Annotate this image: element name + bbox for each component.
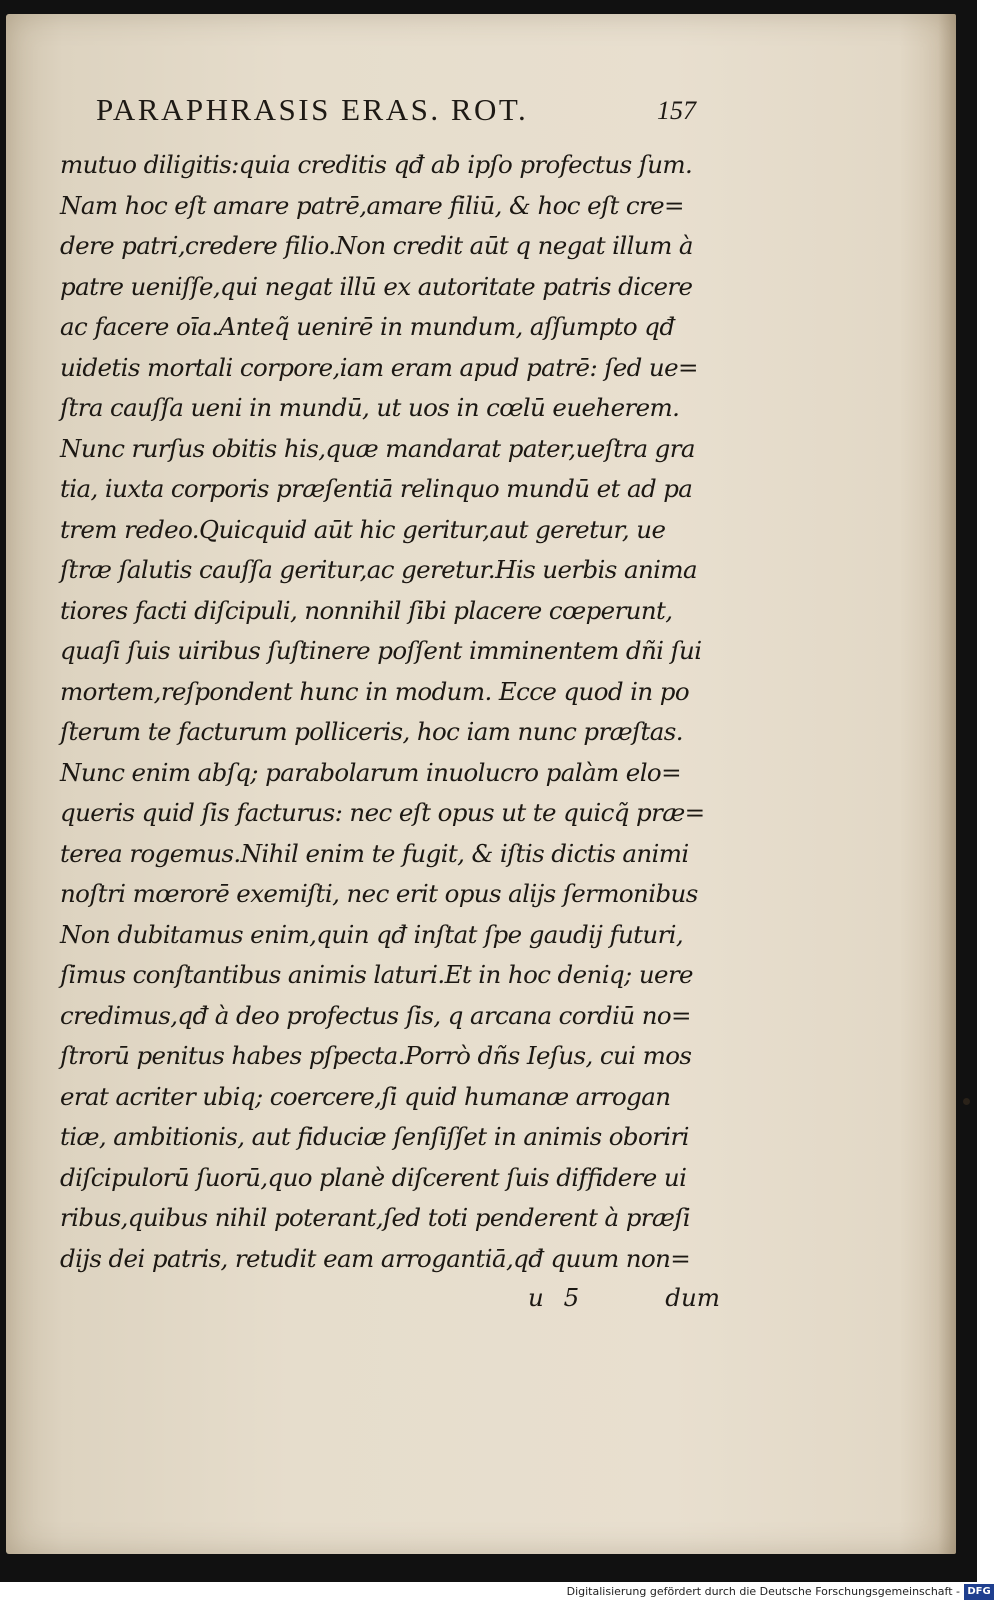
dfg-logo: DFG [964, 1584, 994, 1600]
text-line: tiores facti diſcipuli, nonnihil ſibi placere cœperunt, [60, 595, 673, 625]
text-line: tia, iuxta corporis præſentiā relinquo mundū et ad pa [60, 474, 693, 503]
text-line: quaſi ſuis uiribus ſuſtinere poſſent imminentem dñi ſui [60, 636, 702, 665]
catchword: dum [665, 1283, 720, 1312]
text-line: Nam hoc eſt amare patrē,amare filiū, & hoc eſt cre= [60, 190, 684, 220]
text-line: mutuo diligitis:quia creditis qđ ab ipſo profectus ſum. [60, 150, 693, 179]
text-line: dijs dei patris, retudit eam arrogantiā,qđ quum non= [60, 1243, 691, 1273]
text-line: Nunc enim abſq; parabolarum inuolucro palàm elo= [60, 757, 682, 787]
text-line: ribus,quibus nihil poterant,ſed toti penderent à præſi [60, 1203, 691, 1232]
text-line: queris quid ſis facturus: nec eſt opus ut te quicq̃ præ= [60, 798, 705, 827]
text-line: erat acriter ubiq; coercere,ſi quid humanæ arrogan [60, 1081, 671, 1111]
body-text [60, 145, 720, 1279]
running-head: PARAPHRASIS ERAS. ROT. [96, 92, 529, 127]
text-line: tiæ, ambitionis, aut fiduciæ ſenſiſſet in animis oboriri [60, 1122, 689, 1151]
text-line: mortem,reſpondent hunc in modum. Ecce quod in po [60, 676, 689, 706]
text-line: ſtrorū penitus habes pſpecta.Porrò dñs Ieſus, cui mos [60, 1041, 692, 1070]
page-edge-shadow [938, 14, 956, 1554]
text-line: Nunc rurſus obitis his,quæ mandarat pater,ueſtra gra [60, 433, 695, 463]
text-line: uidetis mortali corpore,iam eram apud patrē: ſed ue= [60, 352, 698, 382]
text-line: ac facere oīa.Anteq̃ uenirē in mundum, aſſumpto qđ [60, 312, 675, 341]
text-line: ſimus conſtantibus animis laturi.Et in hoc deniq; uere [60, 960, 693, 989]
edge-dot [963, 1098, 970, 1105]
text-line: credimus,qđ à deo profectus ſis, q arcana cordiū no= [60, 1000, 691, 1030]
text-line: diſcipulorū ſuorū,quo planè diſcerent ſuis diffidere ui [60, 1162, 687, 1192]
page-footer [60, 1283, 720, 1323]
text-line: ſtra cauſſa ueni in mundū, ut uos in cœlū eueherem. [60, 393, 680, 422]
page-header [96, 92, 696, 136]
text-line: ſterum te facturum polliceris, hoc iam nunc præſtas. [60, 717, 683, 746]
signature-mark: u 5 [528, 1283, 586, 1312]
credit-text: Digitalisierung gefördert durch die Deutsche Forschungsgemeinschaft - [566, 1585, 960, 1598]
text-line: trem redeo.Quicquid aūt hic geritur,aut geretur, ue [60, 514, 666, 544]
text-line: noſtri mœrorē exemiſti, nec erit opus alijs ſermonibus [60, 879, 698, 908]
text-line: ſtræ ſalutis cauſſa geritur,ac geretur.His uerbis anima [60, 555, 698, 584]
text-line: dere patri,credere filio.Non credit aūt q negat illum à [60, 231, 693, 260]
text-line: patre ueniſſe,qui negat illū ex autoritate patris dicere [60, 271, 693, 301]
folio-number: 157 [657, 96, 696, 125]
text-line: terea rogemus.Nihil enim te fugit, & iſtis dictis animi [60, 838, 689, 868]
text-line: Non dubitamus enim,quin qđ inſtat ſpe gaudij futuri, [60, 919, 684, 949]
